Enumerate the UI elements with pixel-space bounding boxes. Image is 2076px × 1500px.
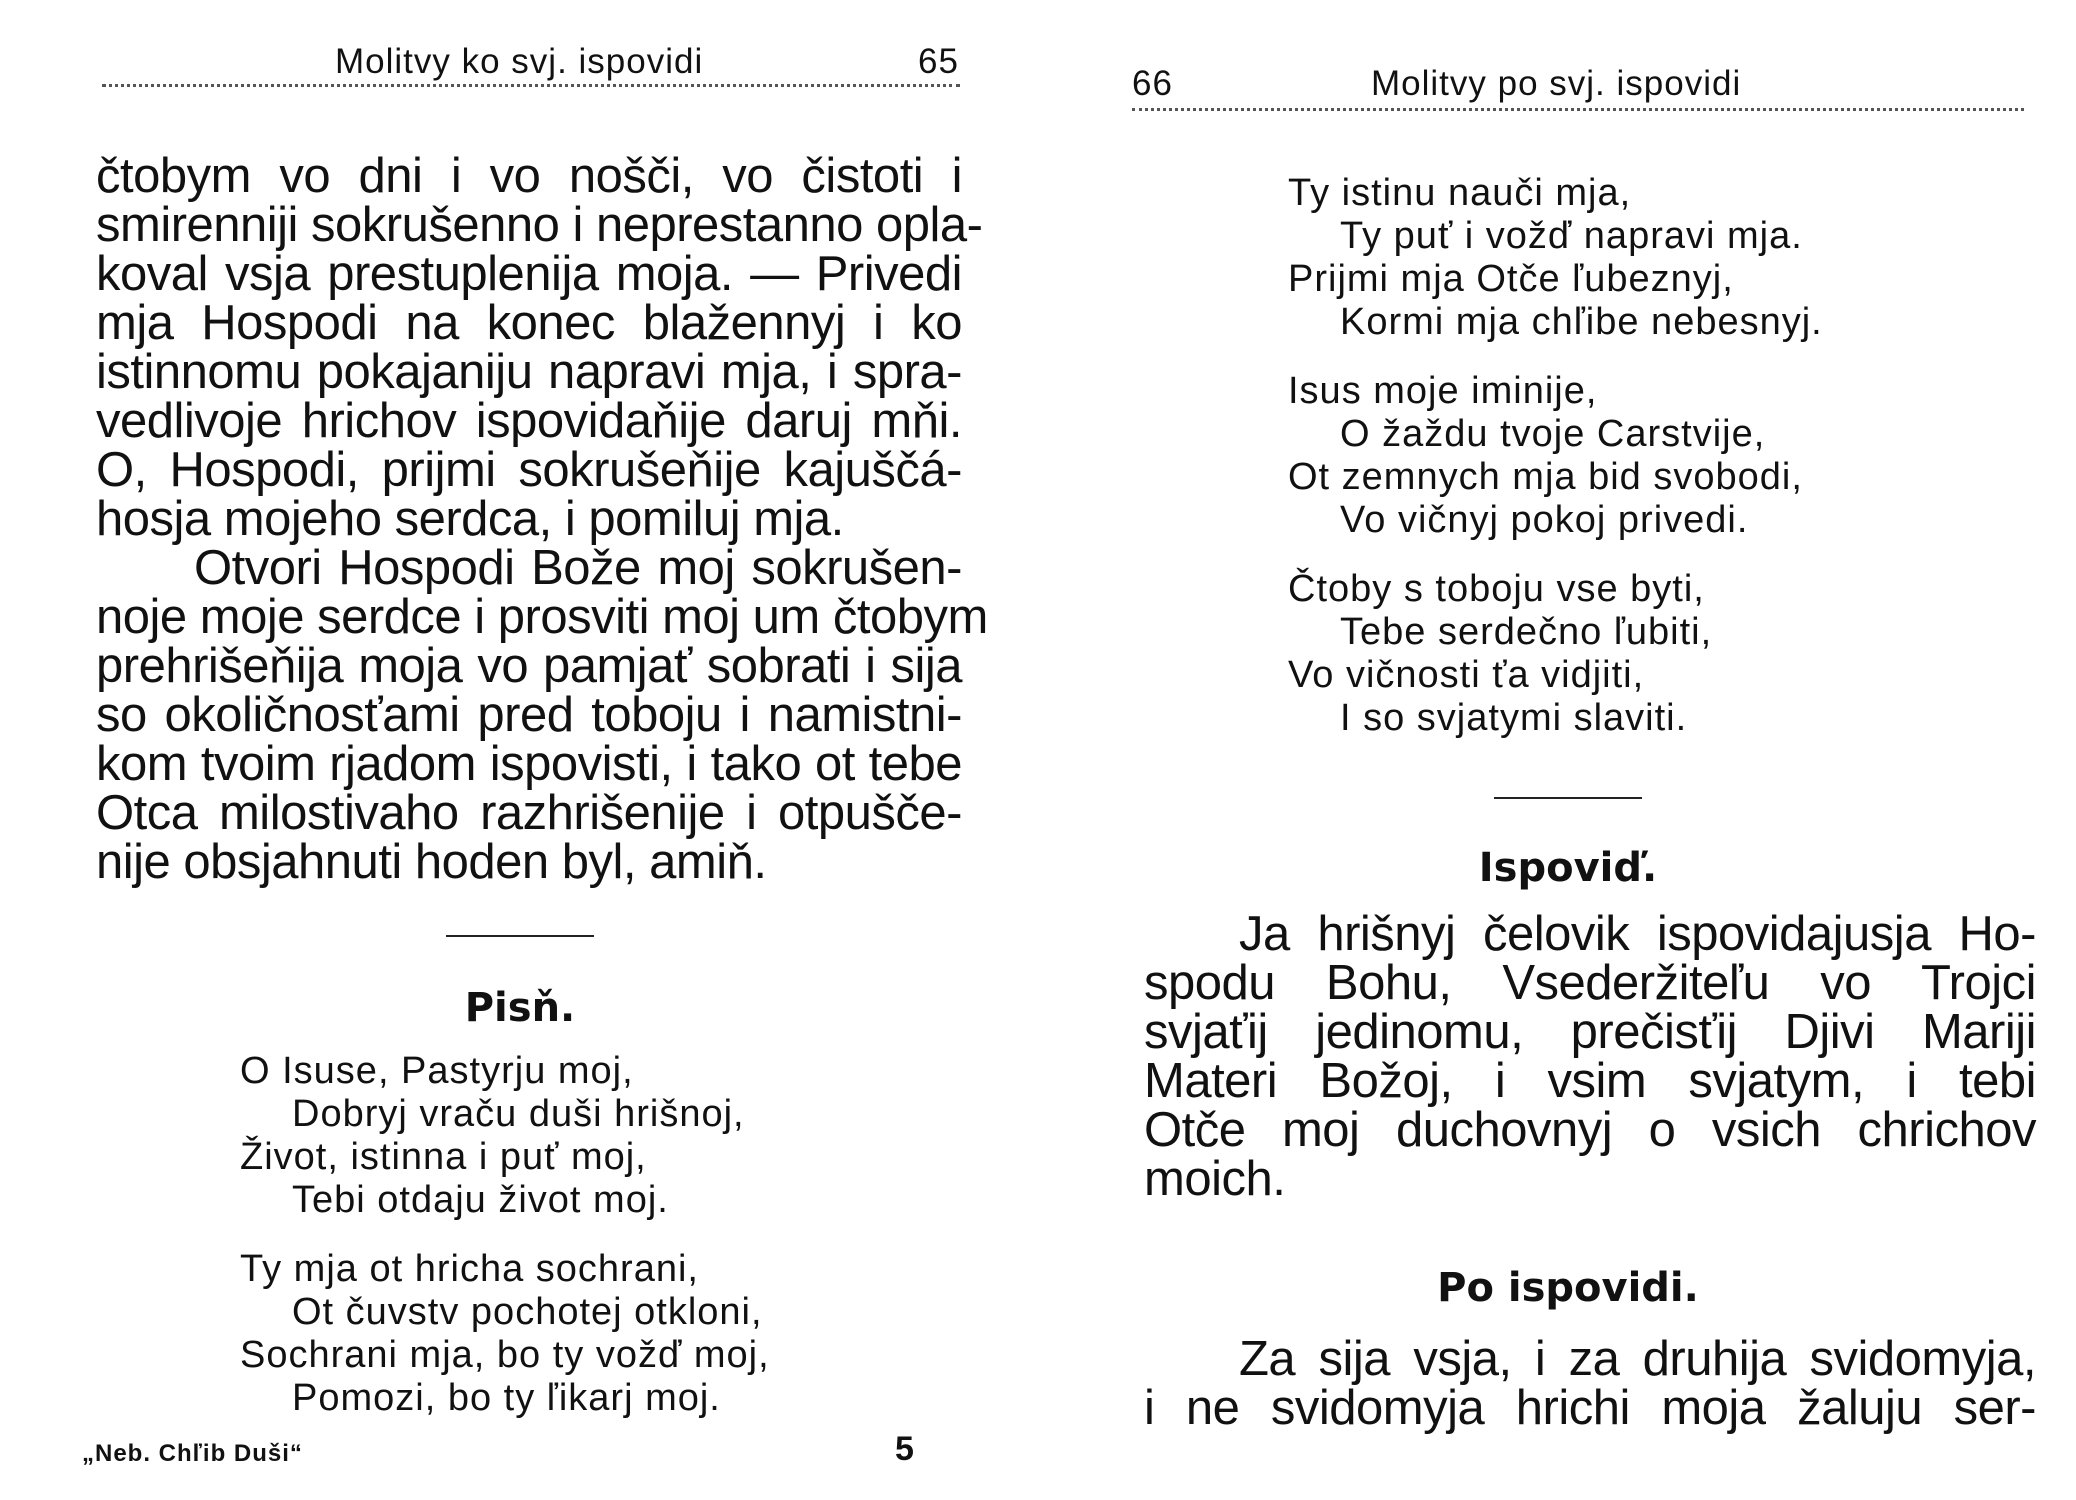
verse-line: Život, istinna i puť moj, (240, 1136, 647, 1178)
verse-stanza (1288, 370, 1823, 542)
verse-stanza (1288, 568, 1823, 740)
verse-line: Dobryj vraču duši hrišnoj, (292, 1093, 745, 1135)
prose-line: prehrišeňija moja vo pamjať sobrati i sija (96, 639, 962, 693)
prose-line: Materi Božoj, i vsim svjatym, i tebi (1144, 1054, 2036, 1108)
confession-heading: Ispoviď. (1478, 845, 1658, 891)
verse-line: I so svjatymi slaviti. (1340, 697, 1688, 739)
right-section-divider (1494, 797, 1642, 799)
prose-line: noje moje serdce i prosviti moj um čtobym (96, 590, 988, 644)
prose-line: kom tvoim rjadom ispovisti, i tako ot tebe (96, 737, 962, 791)
verse-line: O Isuse, Pastyrju moj, (240, 1050, 634, 1092)
verse-line: Ty istinu nauči mja, (1288, 172, 1632, 214)
prose-line: čtobym vo dni i vo nošči, vo čistoti i (96, 149, 962, 203)
printer-signature-mark: 5 (895, 1430, 914, 1468)
prose-line: koval vsja prestuplenija moja. — Privedi (96, 247, 962, 301)
after-confession-heading: Po ispovidi. (1437, 1265, 1699, 1311)
right-page (1038, 0, 2076, 1500)
verse-line: Vo vičnosti ťa vidjiti, (1288, 654, 1645, 696)
verse-line: Prijmi mja Otče ľubeznyj, (1288, 258, 1734, 300)
prose-line: mja Hospodi na konec blažennyj i ko (96, 296, 962, 350)
verse-stanza (240, 1248, 770, 1420)
right-verse-block (1288, 172, 1823, 766)
prose-line: so okoličnosťami pred toboju i namistni- (96, 688, 962, 742)
right-header-dotted-rule (1132, 108, 2024, 111)
verse-line: Kormi mja chľibe nebesnyj. (1340, 301, 1823, 343)
verse-line: Čtoby s toboju vse byti, (1288, 568, 1705, 610)
verse-line: Ty mja ot hricha sochrani, (240, 1248, 699, 1290)
left-verse-block (240, 1050, 770, 1446)
left-section-divider (446, 935, 594, 937)
left-running-head: Molitvy ko svj. ispovidi (335, 42, 704, 81)
verse-line: Sochrani mja, bo ty vožď moj, (240, 1334, 770, 1376)
left-header-dotted-rule (102, 84, 960, 87)
after-confession-prose-block (1144, 1332, 2036, 1435)
right-running-head: Molitvy po svj. ispovidi (1371, 64, 1742, 103)
prose-line: nije obsjahnuti hoden byl, amiň. (96, 835, 767, 889)
verse-stanza (1288, 172, 1823, 344)
prose-line: smirenniji sokrušenno i neprestanno opla- (96, 198, 983, 252)
prose-line: Otca milostivaho razhrišenije i otpušče- (96, 786, 962, 840)
verse-line: Isus moje iminije, (1288, 370, 1598, 412)
verse-line: O žaždu tvoje Carstvije, (1340, 413, 1766, 455)
verse-line: Pomozi, bo ty ľikarj moj. (292, 1377, 721, 1419)
verse-line: Tebi otdaju život moj. (292, 1179, 669, 1221)
footer-book-title: „Neb. Chľib Duši“ (82, 1440, 303, 1467)
verse-line: Tebe serdečno ľubiti, (1340, 611, 1713, 653)
left-prose-block (96, 149, 988, 889)
prose-line: Otče moj duchovnyj o vsich chrichov (1144, 1103, 2036, 1157)
prose-line: i ne svidomyja hrichi moja žaluju ser- (1144, 1381, 2036, 1435)
prose-line: spodu Bohu, Vsederžiteľu vo Trojci (1144, 956, 2036, 1010)
prose-line: hosja mojeho serdca, i pomiluj mja. (96, 492, 844, 546)
verse-line: Ty puť i vožď napravi mja. (1340, 215, 1803, 257)
prose-line: svjaťij jedinomu, prečisťij Djivi Mariji (1144, 1005, 2036, 1059)
prose-line: moich. (1144, 1152, 1286, 1206)
verse-line: Ot zemnych mja bid svobodi, (1288, 456, 1803, 498)
verse-line: Ot čuvstv pochotej otkloni, (292, 1291, 763, 1333)
right-page-number: 66 (1132, 64, 1173, 103)
verse-stanza (240, 1050, 770, 1222)
confession-prose-block (1144, 907, 2036, 1206)
prose-line: O, Hospodi, prijmi sokrušeňije kajuščá- (96, 443, 962, 497)
verse-line: Vo vičnyj pokoj privedi. (1340, 499, 1749, 541)
left-page-number: 65 (918, 42, 959, 81)
prose-line: Za sija vsja, i za druhija svidomyja, (1239, 1332, 2036, 1386)
prose-line: istinnomu pokajaniju napravi mja, i spra- (96, 345, 962, 399)
prose-line: Otvori Hospodi Bože moj sokrušen- (194, 541, 962, 595)
prose-line: Ja hrišnyj čelovik ispovidajusja Ho- (1239, 907, 2036, 961)
prose-line: vedlivoje hrichov ispovidaňije daruj mňi. (96, 394, 962, 448)
left-song-heading: Pisň. (464, 985, 576, 1031)
